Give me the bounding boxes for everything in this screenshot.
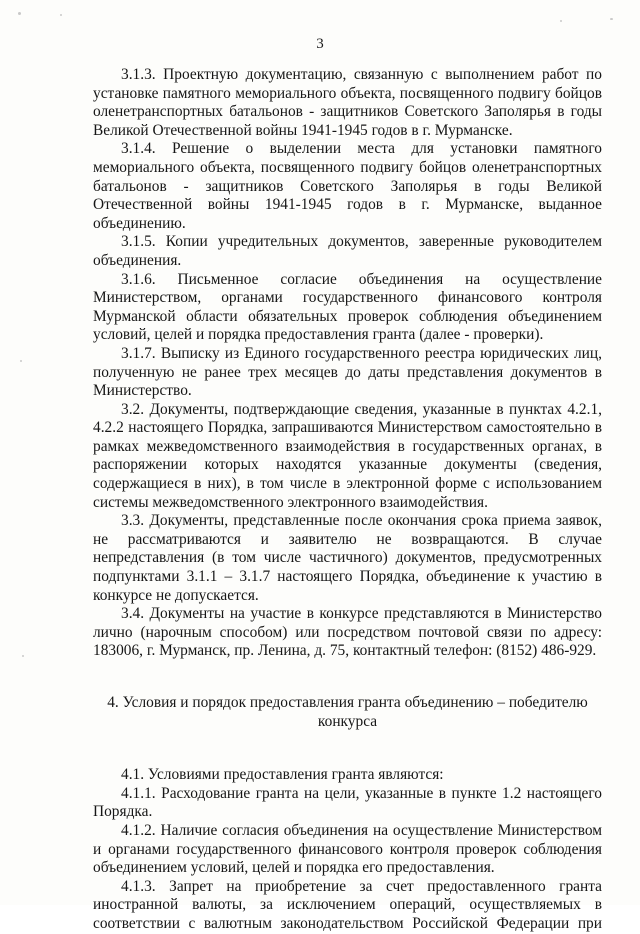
- paragraph-3-3: 3.3. Документы, представленные после окончания срока приема заявок, не рассматриваются и заявителю не возвращаются. В случае непредставления (в том числе частичного) документов, предусмотренных подпунктами 3.1.1 – 3.1.7 настоящего Порядка, объединение к участию в конкурсе не допускается.: [93, 512, 602, 604]
- scan-speck: [20, 360, 22, 362]
- scan-speck: [22, 655, 24, 657]
- scan-speck: [560, 20, 562, 22]
- paragraph-4-1-3: 4.1.3. Запрет на приобретение за счет предоставленного гранта иностранной валюты, за исключением операций, осуществляемых в соответствии с валютным законодательством Российской Федерации при: [93, 877, 602, 932]
- paragraph-3-1-6: 3.1.6. Письменное согласие объединения на осуществление Министерством, органами государственного финансового контроля Мурманской области обязательных проверок соблюдения объединением условий, целей и порядка предоставления гранта (далее - проверки).: [93, 270, 602, 344]
- paragraph-3-2: 3.2. Документы, подтверждающие сведения, указанные в пунктах 4.2.1, 4.2.2 настоящего Порядка, запрашиваются Министерством самостоятельно в рамках межведомственного взаимодействия в государственных органах, в распоряжении которых находятся указанные документы (сведения, содержащиеся в них), в том числе в электронной форме с использованием системы межведомственного электронного взаимодействия.: [93, 400, 602, 511]
- paragraph-3-1-4: 3.1.4. Решение о выделении места для установки памятного мемориального объекта, посвященного подвигу бойцов оленетранспортных батальонов - защитников Советского Заполярья в годы Великой Отечественной войны 1941-1945 годов в г. Мурманске, выданное объединению.: [93, 140, 602, 232]
- paragraph-4-1: 4.1. Условиями предоставления гранта являются:: [121, 766, 444, 784]
- page-number: 3: [316, 36, 324, 52]
- paragraph-3-1-7: 3.1.7. Выписку из Единого государственного реестра юридических лиц, полученную не ранее трех месяцев до даты представления документов в Министерство.: [93, 344, 602, 400]
- scan-speck: [60, 14, 62, 16]
- scan-speck: [18, 12, 21, 15]
- section-heading-4: [93, 694, 602, 731]
- paragraph-3-1-5: 3.1.5. Копии учредительных документов, заверенные руководителем объединения.: [93, 233, 602, 269]
- scan-speck: [610, 18, 613, 20]
- paragraph-4-1-2: 4.1.2. Наличие согласия объединения на осуществление Министерством и органами государственного финансового контроля проверок соблюдения объединением условий, целей и порядка его предоставления.: [93, 821, 602, 877]
- paragraph-3-4: 3.4. Документы на участие в конкурсе представляются в Министерство лично (нарочным способом) или посредством почтовой связи по адресу: 183006, г. Мурманск, пр. Ленина, д. 75, контактный телефон: (8152) 486-929.: [93, 605, 602, 660]
- paragraph-4-1-1: 4.1.1. Расходование гранта на цели, указанные в пункте 1.2 настоящего Порядка.: [93, 784, 602, 821]
- section-heading-line-1: 4. Условия и порядок предоставления гранта объединению – победителю: [107, 694, 588, 711]
- document-body: [93, 66, 602, 934]
- section-heading-line-2: конкурса: [317, 712, 378, 730]
- paragraph-3-1-3: 3.1.3. Проектную документацию, связанную с выполнением работ по установке памятного мемориального объекта, посвященного подвигу бойцов оленетранспортных батальонов - защитников Советского Заполярья в годы Великой Отечественной войны 1941-1945 годов в г. Мурманске.: [93, 66, 602, 139]
